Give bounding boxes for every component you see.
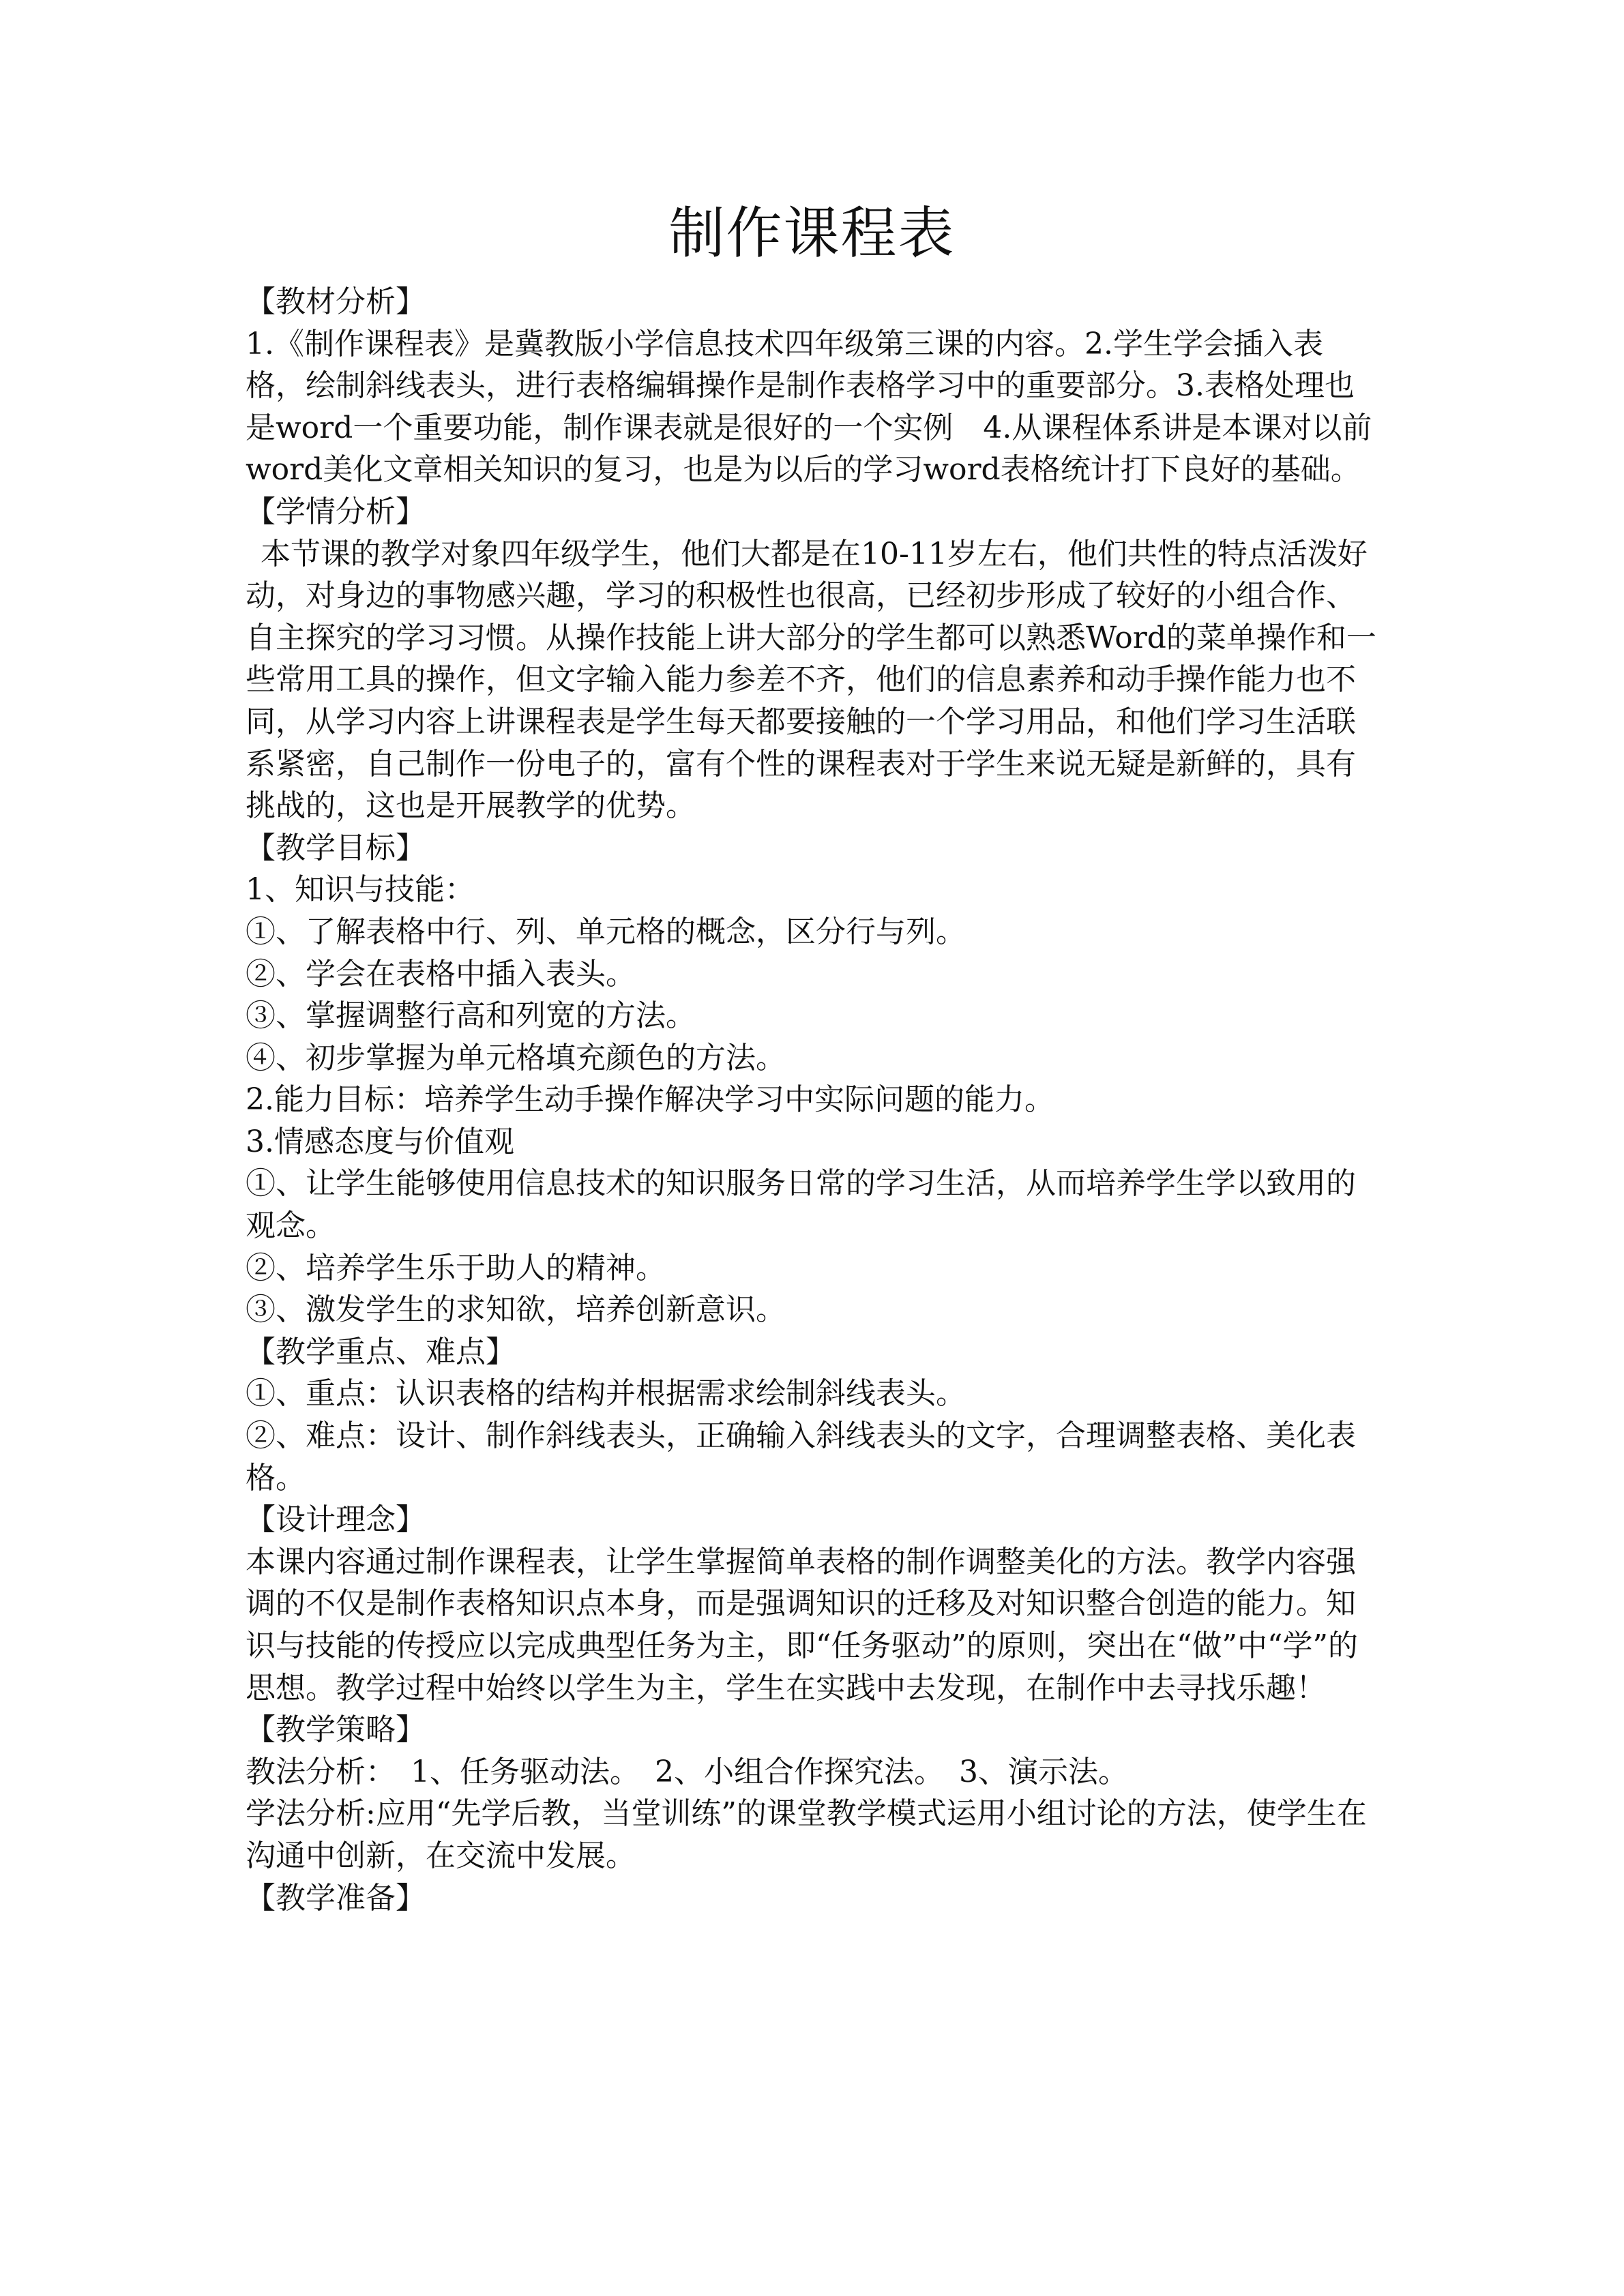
design-paragraph: 本课内容通过制作课程表，让学生掌握简单表格的制作调整美化的方法。教学内容强调的不仅是制作表格知识点本身，而是强调知识的迁移及对知识整合创造的能力。知识与技能的传授应以完成典型任务为主，即“任务驱动”的原则，突出在“做”中“学”的思想。教学过程中始终以学生为主，学生在实践中去发现，在制作中去寻找乐趣！	[246, 1544, 1358, 1705]
section-heading-students: 【学情分析】	[246, 494, 426, 529]
goals-emotion-item: ①、让学生能够使用信息技术的知识服务日常的学习生活，从而培养学生学以致用的观念。	[246, 1166, 1356, 1244]
goals-emotion-item: ③、激发学生的求知欲，培养创新意识。	[246, 1292, 786, 1328]
goals-emotion-item: ②、培养学生乐于助人的精神。	[246, 1250, 666, 1285]
section-heading-key-points: 【教学重点、难点】	[246, 1334, 516, 1369]
strategy-teaching: 教法分析： 1、任务驱动法。 2、小组合作探究法。 3、演示法。	[246, 1754, 1128, 1789]
goals-emotion-title: 3.情感态度与价值观	[246, 1124, 514, 1159]
section-heading-goals: 【教学目标】	[246, 830, 426, 865]
section-heading-design: 【设计理念】	[246, 1502, 426, 1538]
materials-paragraph: 1.《制作课程表》是冀教版小学信息技术四年级第三课的内容。2.学生学会插入表格，绘制斜线表头，进行表格编辑操作是制作表格学习中的重要部分。3.表格处理也是word一个重要功能，制作课表就是很好的一个实例 4.从课程体系讲是本课对以前word美化文章相关知识的复习，也是为以后的学习word表格统计打下良好的基础。	[246, 326, 1372, 488]
page-title: 制作课程表	[668, 201, 956, 266]
students-paragraph: 本节课的教学对象四年级学生，他们大都是在10-11岁左右，他们共性的特点活泼好动，对身边的事物感兴趣，学习的积极性也很高，已经初步形成了较好的小组合作、自主探究的学习习惯。从操作技能上讲大部分的学生都可以熟悉Word的菜单操作和一些常用工具的操作，但文字输入能力参差不齐，他们的信息素养和动手操作能力也不同，从学习内容上讲课程表是学生每天都要接触的一个学习用品，和他们学习生活联系紧密，自己制作一份电子的，富有个性的课程表对于学生来说无疑是新鲜的，具有挑战的，这也是开展教学的优势。	[246, 536, 1376, 824]
key-point-item: ①、重点：认识表格的结构并根据需求绘制斜线表头。	[246, 1376, 966, 1412]
key-point-item: ②、难点：设计、制作斜线表头，正确输入斜线表头的文字，合理调整表格、美化表格。	[246, 1418, 1356, 1495]
goals-knowledge-item: ②、学会在表格中插入表头。	[246, 956, 636, 992]
strategy-learning: 学法分析:应用“先学后教，当堂训练”的课堂教学模式运用小组讨论的方法，使学生在沟通中创新，在交流中发展。	[246, 1796, 1367, 1873]
document-body	[246, 281, 1378, 1919]
section-heading-preparation: 【教学准备】	[246, 1880, 426, 1915]
goals-knowledge-item: ④、初步掌握为单元格填充颜色的方法。	[246, 1040, 786, 1075]
goals-knowledge-title: 1、知识与技能：	[246, 872, 475, 908]
goals-knowledge-item: ③、掌握调整行高和列宽的方法。	[246, 998, 696, 1034]
section-heading-strategy: 【教学策略】	[246, 1712, 426, 1748]
goals-knowledge-item: ①、了解表格中行、列、单元格的概念，区分行与列。	[246, 914, 966, 949]
goals-ability: 2.能力目标：培养学生动手操作解决学习中实际问题的能力。	[246, 1082, 1054, 1118]
section-heading-materials: 【教材分析】	[246, 284, 426, 319]
